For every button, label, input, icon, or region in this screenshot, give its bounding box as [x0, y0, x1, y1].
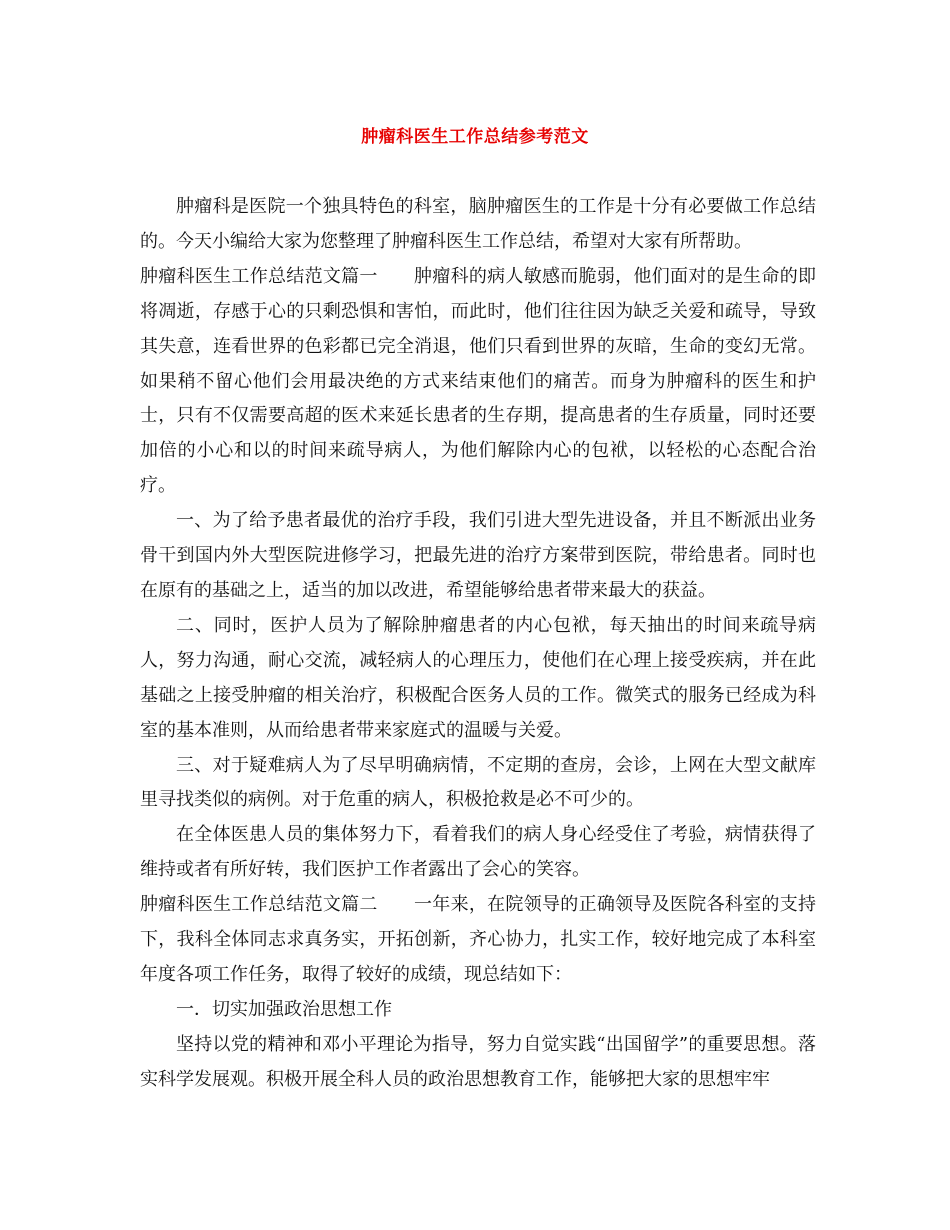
paragraph-text: 一、为了给予患者最优的治疗手段，我们引进大型先进设备，并且不断派出业务骨干到国内外大型医院进修学习，把最先进的治疗方案带到医院，带给患者。同时也在原有的基础之上，适当的加以改进，希望能够给患者带来最大的获益。	[140, 510, 816, 601]
paragraph-text: 肿瘤科是医院一个独具特色的科室，脑肿瘤医生的工作是十分有必要做工作总结的。今天小编给大家为您整理了肿瘤科医生工作总结，希望对大家有所帮助。	[140, 196, 816, 252]
paragraph-intro	[140, 190, 816, 260]
paragraph-point-one	[140, 504, 816, 609]
paragraph-text: 二、同时，医护人员为了解除肿瘤患者的内心包袱，每天抽出的时间来疏导病人，努力沟通，耐心交流，减轻病人的心理压力，使他们在心理上接受疾病，并在此基础之上接受肿瘤的相关治疗，积极配合医务人员的工作。微笑式的服务已经成为科室的基本准则，从而给患者带来家庭式的温暖与关爱。	[140, 614, 816, 741]
paragraph-point-three	[140, 749, 816, 819]
paragraph-text: 三、对于疑难病人为了尽早明确病情，不定期的查房，会诊，上网在大型文献库里寻找类似的病例。对于危重的病人，积极抢救是必不可少的。	[140, 754, 816, 811]
document-title: 肿瘤科医生工作总结参考范文	[361, 127, 589, 147]
paragraph-text: 一年来，在院领导的正确领导及医院各科室的支持下，我科全体同志求真务实，开拓创新，齐心协力，扎实工作，较好地完成了本科室年度各项工作任务，取得了较好的成绩，现总结如下：	[140, 894, 817, 985]
section-heading: 肿瘤科医生工作总结范文篇二	[140, 894, 378, 916]
paragraph-text: 肿瘤科的病人敏感而脆弱，他们面对的是生命的即将凋逝，存感于心的只剩恐惧和害怕，而此时，他们往往因为缺乏关爱和疏导，导致其失意，连看世界的色彩都已完全消退，他们只看到世界的灰暗，生命的变幻无常。如果稍不留心他们会用最决绝的方式来结束他们的痛苦。而身为肿瘤科的医生和护士，只有不仅需要高超的医术来延长患者的生存期，提高患者的生存质量，同时还要加倍的小心和以的时间来疏导病人，为他们解除内心的包袱，以轻松的心态配合治疗。	[140, 265, 817, 497]
paragraph-politics	[140, 1028, 816, 1098]
paragraph-text: 一．切实加强政治思想工作	[176, 998, 392, 1020]
paragraph-section-two	[140, 888, 816, 993]
paragraph-conclusion	[140, 818, 816, 888]
paragraph-text: 坚持以党的精神和邓小平理论为指导，努力自觉实践“出国留学”的重要思想。落实科学发展观。积极开展全科人员的政治思想教育工作，能够把大家的思想牢牢	[140, 1033, 816, 1090]
document-body	[140, 190, 816, 1098]
section-heading: 肿瘤科医生工作总结范文篇一	[140, 265, 378, 287]
paragraph-text: 在全体医患人员的集体努力下，看着我们的病人身心经受住了考验，病情获得了维持或者有所好转，我们医护工作者露出了会心的笑容。	[140, 824, 816, 881]
paragraph-subheading	[140, 993, 816, 1028]
paragraph-point-two	[140, 609, 816, 749]
paragraph-section-one	[140, 260, 816, 504]
